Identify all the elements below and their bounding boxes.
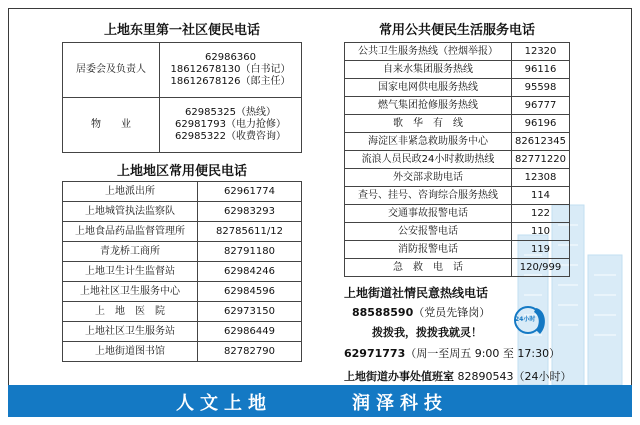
table-row [63,242,302,262]
service-name-cell: 海淀区非紧急救助服务中心 [345,133,512,151]
phone-line: 18612678126（郎主任） [170,76,291,87]
duty-office-row [344,368,572,384]
table-row [63,202,302,222]
phone-line: 18612678130（白书记） [170,64,291,75]
area-phone-cell: 82782790 [198,342,302,362]
phone-line: 62985322（收费咨询） [175,131,286,142]
duty-office-number: 82890543 [457,370,514,383]
service-phone-cell: 12320 [512,43,570,61]
service-name-cell: 公共卫生服务热线（控烟举报） [345,43,512,61]
area-table [62,181,302,362]
area-phone-cell: 62984596 [198,282,302,302]
table-row [345,241,570,259]
table-row [345,115,570,133]
service-phone-cell: 82771220 [512,151,570,169]
table-row [345,151,570,169]
table-row [345,43,570,61]
community-phones-cell [160,98,302,153]
phone-line: 62985325（热线） [185,107,276,118]
footer-banner [8,385,632,417]
area-name-cell: 上地食品药品监督管理所 [63,222,198,242]
service-name-cell: 国家电网供电服务热线 [345,79,512,97]
table-row [345,205,570,223]
phone-icon-label: 24小时 [515,316,536,323]
hotline-slogan: 拨拨我，拨拨我就灵！ [372,326,482,339]
area-phone-cell: 82791180 [198,242,302,262]
service-name-cell: 自来水集团服务热线 [345,61,512,79]
service-name-cell: 公安报警电话 [345,223,512,241]
table-row [345,97,570,115]
community-title: 上地东里第一社区便民电话 [103,23,260,38]
hotline-number-primary-note: （党员先锋岗） [413,306,491,319]
service-name-cell: 交通事故报警电话 [345,205,512,223]
hotline-number-row [344,345,560,361]
table-row [345,79,570,97]
service-phone-cell: 120/999 [512,259,570,277]
area-phone-cell: 62973150 [198,302,302,322]
service-phone-cell: 122 [512,205,570,223]
service-phone-cell: 12308 [512,169,570,187]
banner-left-text: 人文上地 [176,393,272,414]
community-name-cell: 居委会及负责人 [63,43,160,98]
area-phone-cell: 82785611/12 [198,222,302,242]
hotline-number-secondary: 62971773 [344,347,406,360]
table-row [345,187,570,205]
service-name-cell: 流浪人员民政24小时救助热线 [345,151,512,169]
area-phone-cell: 62984246 [198,262,302,282]
service-phone-cell: 96116 [512,61,570,79]
service-name-cell: 外交部求助电话 [345,169,512,187]
service-phone-cell: 110 [512,223,570,241]
table-row [63,342,302,362]
duty-office-label: 上地街道办事处值班室 [344,370,454,383]
banner-right-text: 润泽科技 [352,393,448,414]
service-name-cell: 消防报警电话 [345,241,512,259]
community-table [62,42,302,153]
service-phone-cell: 96777 [512,97,570,115]
phone-line: 62981793（电力抢修） [175,119,286,130]
table-row [345,133,570,151]
table-row [63,43,302,98]
service-phone-cell: 82612345 [512,133,570,151]
hotline-title: 上地街道社情民意热线电话 [344,286,489,300]
area-name-cell: 上地街道图书馆 [63,342,198,362]
service-phone-cell: 95598 [512,79,570,97]
phone-line: 62986360 [205,52,256,63]
area-title: 上地地区常用便民电话 [116,164,247,179]
table-row [345,223,570,241]
service-name-cell: 燃气集团抢修服务热线 [345,97,512,115]
area-name-cell: 上地社区卫生服务站 [63,322,198,342]
service-phone-cell: 96196 [512,115,570,133]
area-phone-cell: 62983293 [198,202,302,222]
public-services-title: 常用公共便民生活服务电话 [378,23,535,38]
community-phones-cell [160,43,302,98]
area-name-cell: 青龙桥工商所 [63,242,198,262]
community-name-cell: 物 业 [63,98,160,153]
duty-office-note: （24小时） [513,370,572,383]
table-row [345,61,570,79]
table-row [63,182,302,202]
table-row [345,169,570,187]
table-row [63,98,302,153]
area-phone-cell: 62986449 [198,322,302,342]
area-name-cell: 上地派出所 [63,182,198,202]
table-row [63,262,302,282]
table-row [63,222,302,242]
area-phone-cell: 62961774 [198,182,302,202]
service-phone-cell: 119 [512,241,570,259]
hotline-number-secondary-note: （周一至周五 9:00 至 17:30） [405,347,561,360]
hotline-number-primary: 88588590 [352,306,414,319]
public-services-table [344,42,570,277]
hotline-number-row [352,304,490,320]
service-name-cell: 急 救 电 话 [345,259,512,277]
area-name-cell: 上地社区卫生服务中心 [63,282,198,302]
table-row [63,302,302,322]
area-name-cell: 上地城管执法监察队 [63,202,198,222]
table-row [63,282,302,302]
phone-24h-icon [506,300,550,340]
table-row [63,322,302,342]
service-phone-cell: 114 [512,187,570,205]
area-name-cell: 上 地 医 院 [63,302,198,322]
service-name-cell: 查号、挂号、咨询综合服务热线 [345,187,512,205]
area-name-cell: 上地卫生计生监督站 [63,262,198,282]
table-row [345,259,570,277]
service-name-cell: 歌 华 有 线 [345,115,512,133]
